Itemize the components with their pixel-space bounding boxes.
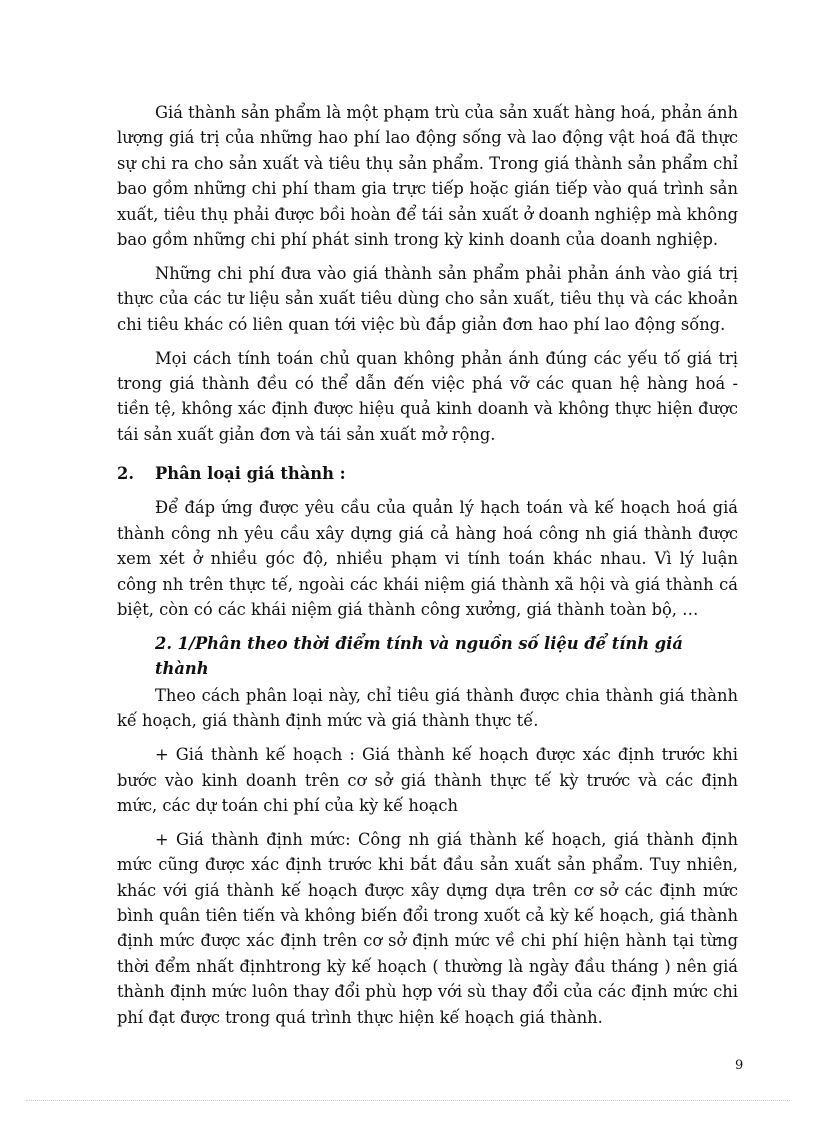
paragraph-standard-cost: + Giá thành định mức: Công nh giá thành kế hoạch, giá thành định mức cũng được xác định trước khi bắt đầu sản xuất sản phẩm. Tuy nhiên, khác với giá thành kế hoạch được xây dựng dựa trên cơ sở các định mức bình quân tiên tiến và không biến đổi trong xuốt cả kỳ kế hoạch, giá thành định mức được xác định trên cơ sở định mức về chi phí hiện hành tại từng thời đểm nhất địnhtrong kỳ kế hoạch ( thường là ngày đầu tháng ) nên giá thành định mức luôn thay đổi phù hợp với sù thay đổi của các định mức chi phí đạt được trong quá trình thực hiện kế hoạch giá thành. — [117, 829, 738, 1027]
section-number: 2. — [117, 464, 134, 484]
paragraph-section-intro: Để đáp ứng được yêu cầu của quản lý hạch toán và kế hoạch hoá giá thành công nh yêu cầu xây dựng giá cả hàng hoá công nh giá thành được xem xét ở nhiều góc độ, nhiều phạm vi tính toán khác nhau. Vì lý luận công nh trên thực tế, ngoài các khái niệm giá thành xã hội và giá thành cá biệt, còn có các khái niệm giá thành công xưởng, giá thành toàn bộ, … — [117, 498, 738, 619]
subsection-heading: 2. 1/Phân theo thời điểm tính và nguồn số liệu để tính giá thành — [155, 633, 683, 678]
paragraph-planned-cost: + Giá thành kế hoạch : Giá thành kế hoạch được xác định trước khi bước vào kinh doanh trên cơ sở giá thành thực tế kỳ trước và các định mức, các dự toán chi phí của kỳ kế hoạch — [117, 745, 738, 815]
footer-divider — [26, 1100, 790, 1101]
page-content — [117, 100, 738, 1039]
page-number: 9 — [735, 1058, 744, 1073]
paragraph-subjective-calculation: Mọi cách tính toán chủ quan không phản ánh đúng các yếu tố giá trị trong giá thành đều có thể dẫn đến việc phá vỡ các quan hệ hàng hoá - tiền tệ, không xác định được hiệu quả kinh doanh và không thực hiện được tái sản xuất giản đơn và tái sản xuất mở rộng. — [117, 348, 738, 444]
paragraph-costs-included: Những chi phí đưa vào giá thành sản phẩm phải phản ánh vào giá trị thực của các tư liệu sản xuất tiêu dùng cho sản xuất, tiêu thụ và các khoản chi tiêu khác có liên quan tới việc bù đắp giản đơn hao phí lao động sống. — [117, 263, 738, 334]
section-title: Phân loại giá thành : — [155, 464, 346, 484]
section-heading — [117, 461, 738, 486]
paragraph-price-definition: Giá thành sản phẩm là một phạm trù của sản xuất hàng hoá, phản ánh lượng giá trị của những hao phí lao động sống và lao động vật hoá đã thực sự chi ra cho sản xuất và tiêu thụ sản phẩm. Trong giá thành sản phẩm chỉ bao gồm những chi phí tham gia trực tiếp hoặc gián tiếp vào quá trình sản xuất, tiêu thụ phải được bồi hoàn để tái sản xuất ở doanh nghiệp mà không bao gồm những chi phí phát sinh trong kỳ kinh doanh của doanh nghiệp. — [117, 103, 738, 250]
paragraph-classification: Theo cách phân loại này, chỉ tiêu giá thành được chia thành giá thành kế hoạch, giá thành định mức và giá thành thực tế. — [117, 685, 738, 731]
